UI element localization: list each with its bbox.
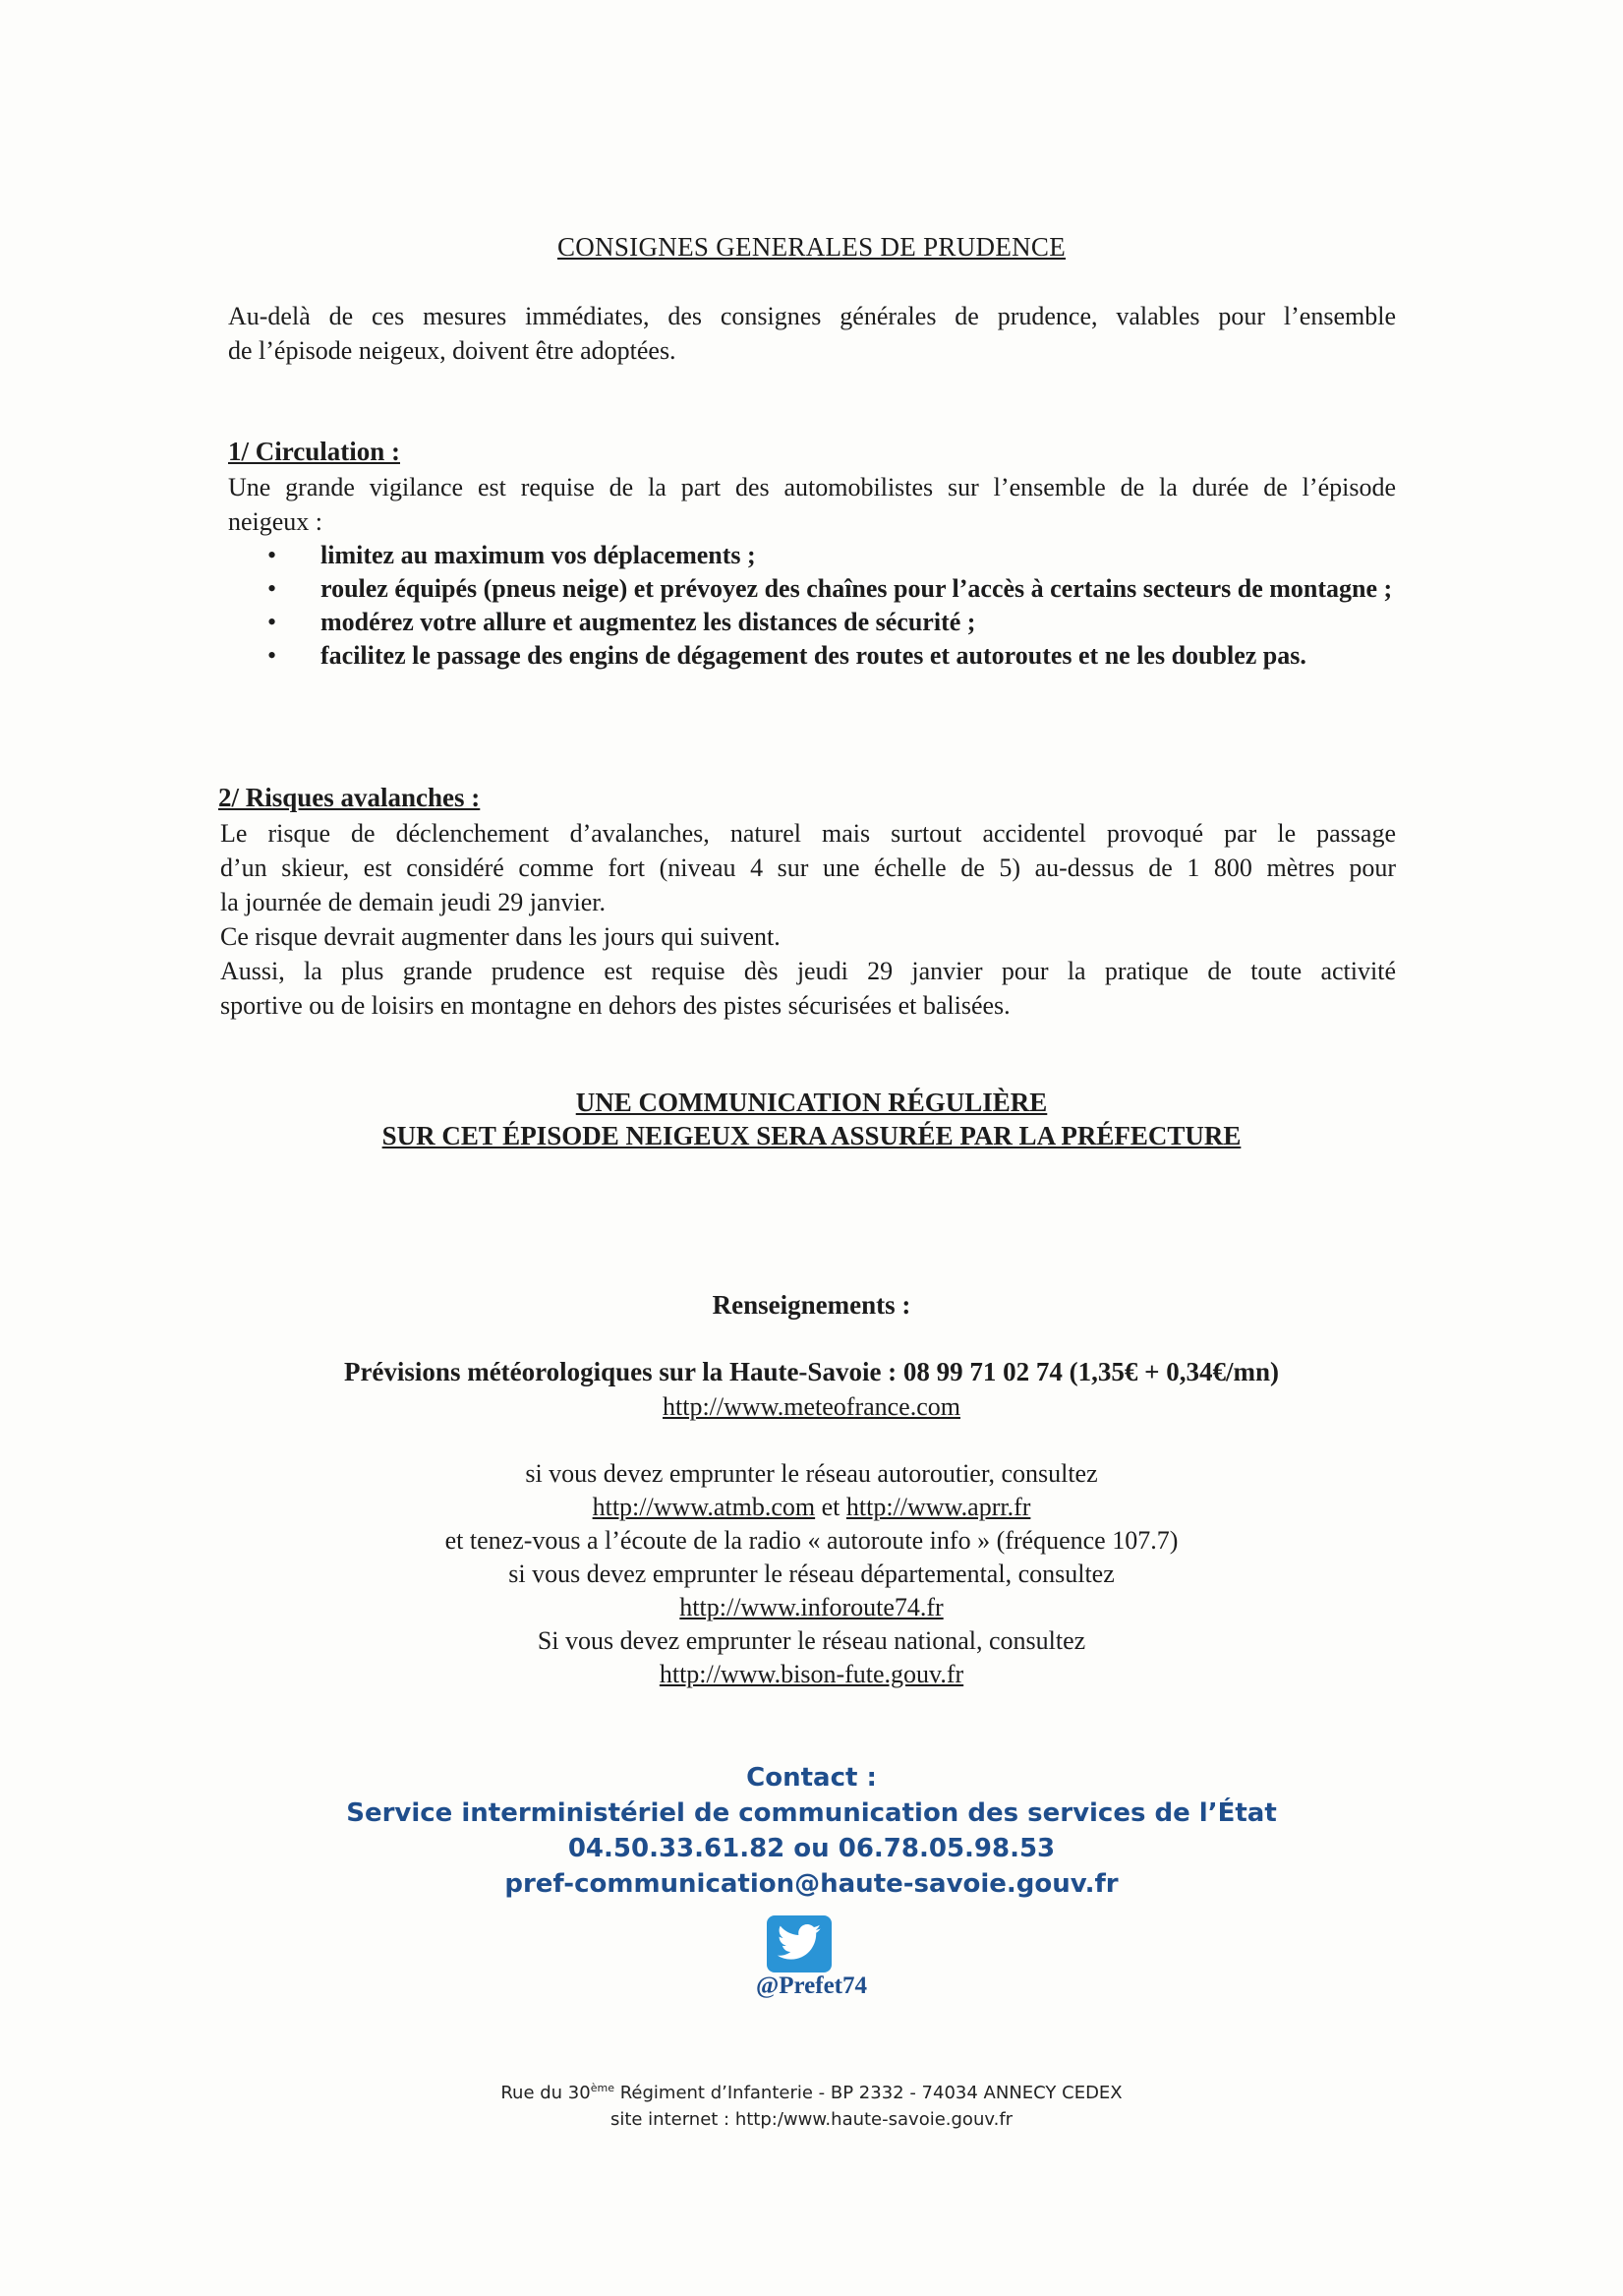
contact-heading: Contact : <box>746 1763 877 1793</box>
page-title: CONSIGNES GENERALES DE PRUDENCE <box>556 232 1067 262</box>
avalanches-line: Aussi, la plus grande prudence est requise dès jeudi 29 janvier pour la pratique de toute activité <box>220 957 1396 985</box>
bullet-icon: • <box>267 541 277 569</box>
list-item <box>265 572 1396 606</box>
bison-fute-link[interactable]: http://www.bison-fute.gouv.fr <box>659 1660 964 1688</box>
circulation-paragraph <box>228 470 1396 539</box>
avalanches-heading: 2/ Risques avalanches : <box>218 783 481 812</box>
national-text: Si vous devez emprunter le réseau national, consultez <box>537 1626 1086 1655</box>
list-item <box>265 639 1396 673</box>
radio-text: et tenez-vous a l’écoute de la radio « autoroute info » (fréquence 107.7) <box>444 1526 1179 1555</box>
et-text: et <box>821 1493 840 1521</box>
twitter-handle[interactable]: @Prefet74 <box>755 1972 867 1999</box>
avalanches-line: d’un skieur, est considéré comme fort (niveau 4 sur une échelle de 5) au-dessus de 1 800 mètres pour <box>220 854 1396 882</box>
intro-line: de l’épisode neigeux, doivent être adoptées. <box>228 336 676 365</box>
list-item <box>265 606 1396 639</box>
bullet-text: limitez au maximum vos déplacements ; <box>320 541 756 569</box>
contact-block <box>0 1760 1623 1902</box>
footer <box>0 2075 1623 2133</box>
intro-line: Au-delà de ces mesures immédiates, des consignes générales de prudence, valables pour l’ensemble <box>228 302 1396 330</box>
circulation-bullet-list <box>265 539 1396 673</box>
circulation-heading: 1/ Circulation : <box>228 437 400 466</box>
communication-line: UNE COMMUNICATION RÉGULIÈRE <box>575 1088 1048 1117</box>
info-links-block <box>0 1390 1623 1691</box>
aprr-link[interactable]: http://www.aprr.fr <box>845 1493 1031 1521</box>
avalanches-line: Le risque de déclenchement d’avalanches, naturel mais surtout accidentel provoqué par le passage <box>220 819 1396 848</box>
autoroute-text: si vous devez emprunter le réseau autoroutier, consultez <box>525 1459 1098 1488</box>
bullet-text: facilitez le passage des engins de dégagement des routes et autoroutes et ne les doublez pas. <box>320 641 1306 670</box>
renseignements-heading: Renseignements : <box>712 1290 911 1320</box>
contact-email[interactable]: pref-communication@haute-savoie.gouv.fr <box>504 1869 1119 1899</box>
footer-address: Rue du 30ème Régiment d’Infanterie - BP 2332 - 74034 ANNECY CEDEX <box>500 2082 1123 2103</box>
bullet-text: modérez votre allure et augmentez les distances de sécurité ; <box>320 608 976 636</box>
circulation-line: Une grande vigilance est requise de la part des automobilistes sur l’ensemble de la durée de l’épisode <box>228 473 1396 501</box>
avalanches-line: Ce risque devrait augmenter dans les jours qui suivent. <box>220 922 781 951</box>
meteofrance-link[interactable]: http://www.meteofrance.com <box>663 1392 960 1421</box>
intro-paragraph <box>228 299 1396 368</box>
bullet-icon: • <box>267 574 277 603</box>
twitter-bird-icon[interactable] <box>767 1915 832 1972</box>
atmb-link[interactable]: http://www.atmb.com <box>592 1493 816 1521</box>
bullet-icon: • <box>267 641 277 670</box>
departemental-text: si vous devez emprunter le réseau départemental, consultez <box>508 1560 1115 1588</box>
circulation-line: neigeux : <box>228 507 323 536</box>
avalanches-line: la journée de demain jeudi 29 janvier. <box>220 888 607 916</box>
contact-phones: 04.50.33.61.82 ou 06.78.05.98.53 <box>567 1834 1056 1863</box>
communication-notice <box>0 1086 1623 1152</box>
bullet-text: roulez équipés (pneus neige) et prévoyez des chaînes pour l’accès à certains secteurs de montagne ; <box>320 574 1393 603</box>
footer-website: site internet : http:/www.haute-savoie.gouv.fr <box>609 2109 1014 2130</box>
inforoute-link[interactable]: http://www.inforoute74.fr <box>679 1593 944 1621</box>
communication-line: SUR CET ÉPISODE NEIGEUX SERA ASSURÉE PAR LA PRÉFECTURE <box>381 1121 1242 1150</box>
contact-service: Service interministériel de communication des services de l’État <box>346 1798 1277 1828</box>
list-item <box>265 539 1396 572</box>
meteo-info: Prévisions météorologiques sur la Haute-Savoie : 08 99 71 02 74 (1,35€ + 0,34€/mn) <box>343 1357 1280 1386</box>
avalanches-line: sportive ou de loisirs en montagne en dehors des pistes sécurisées et balisées. <box>220 991 1011 1020</box>
bullet-icon: • <box>267 608 277 636</box>
avalanches-paragraph <box>220 816 1396 1023</box>
